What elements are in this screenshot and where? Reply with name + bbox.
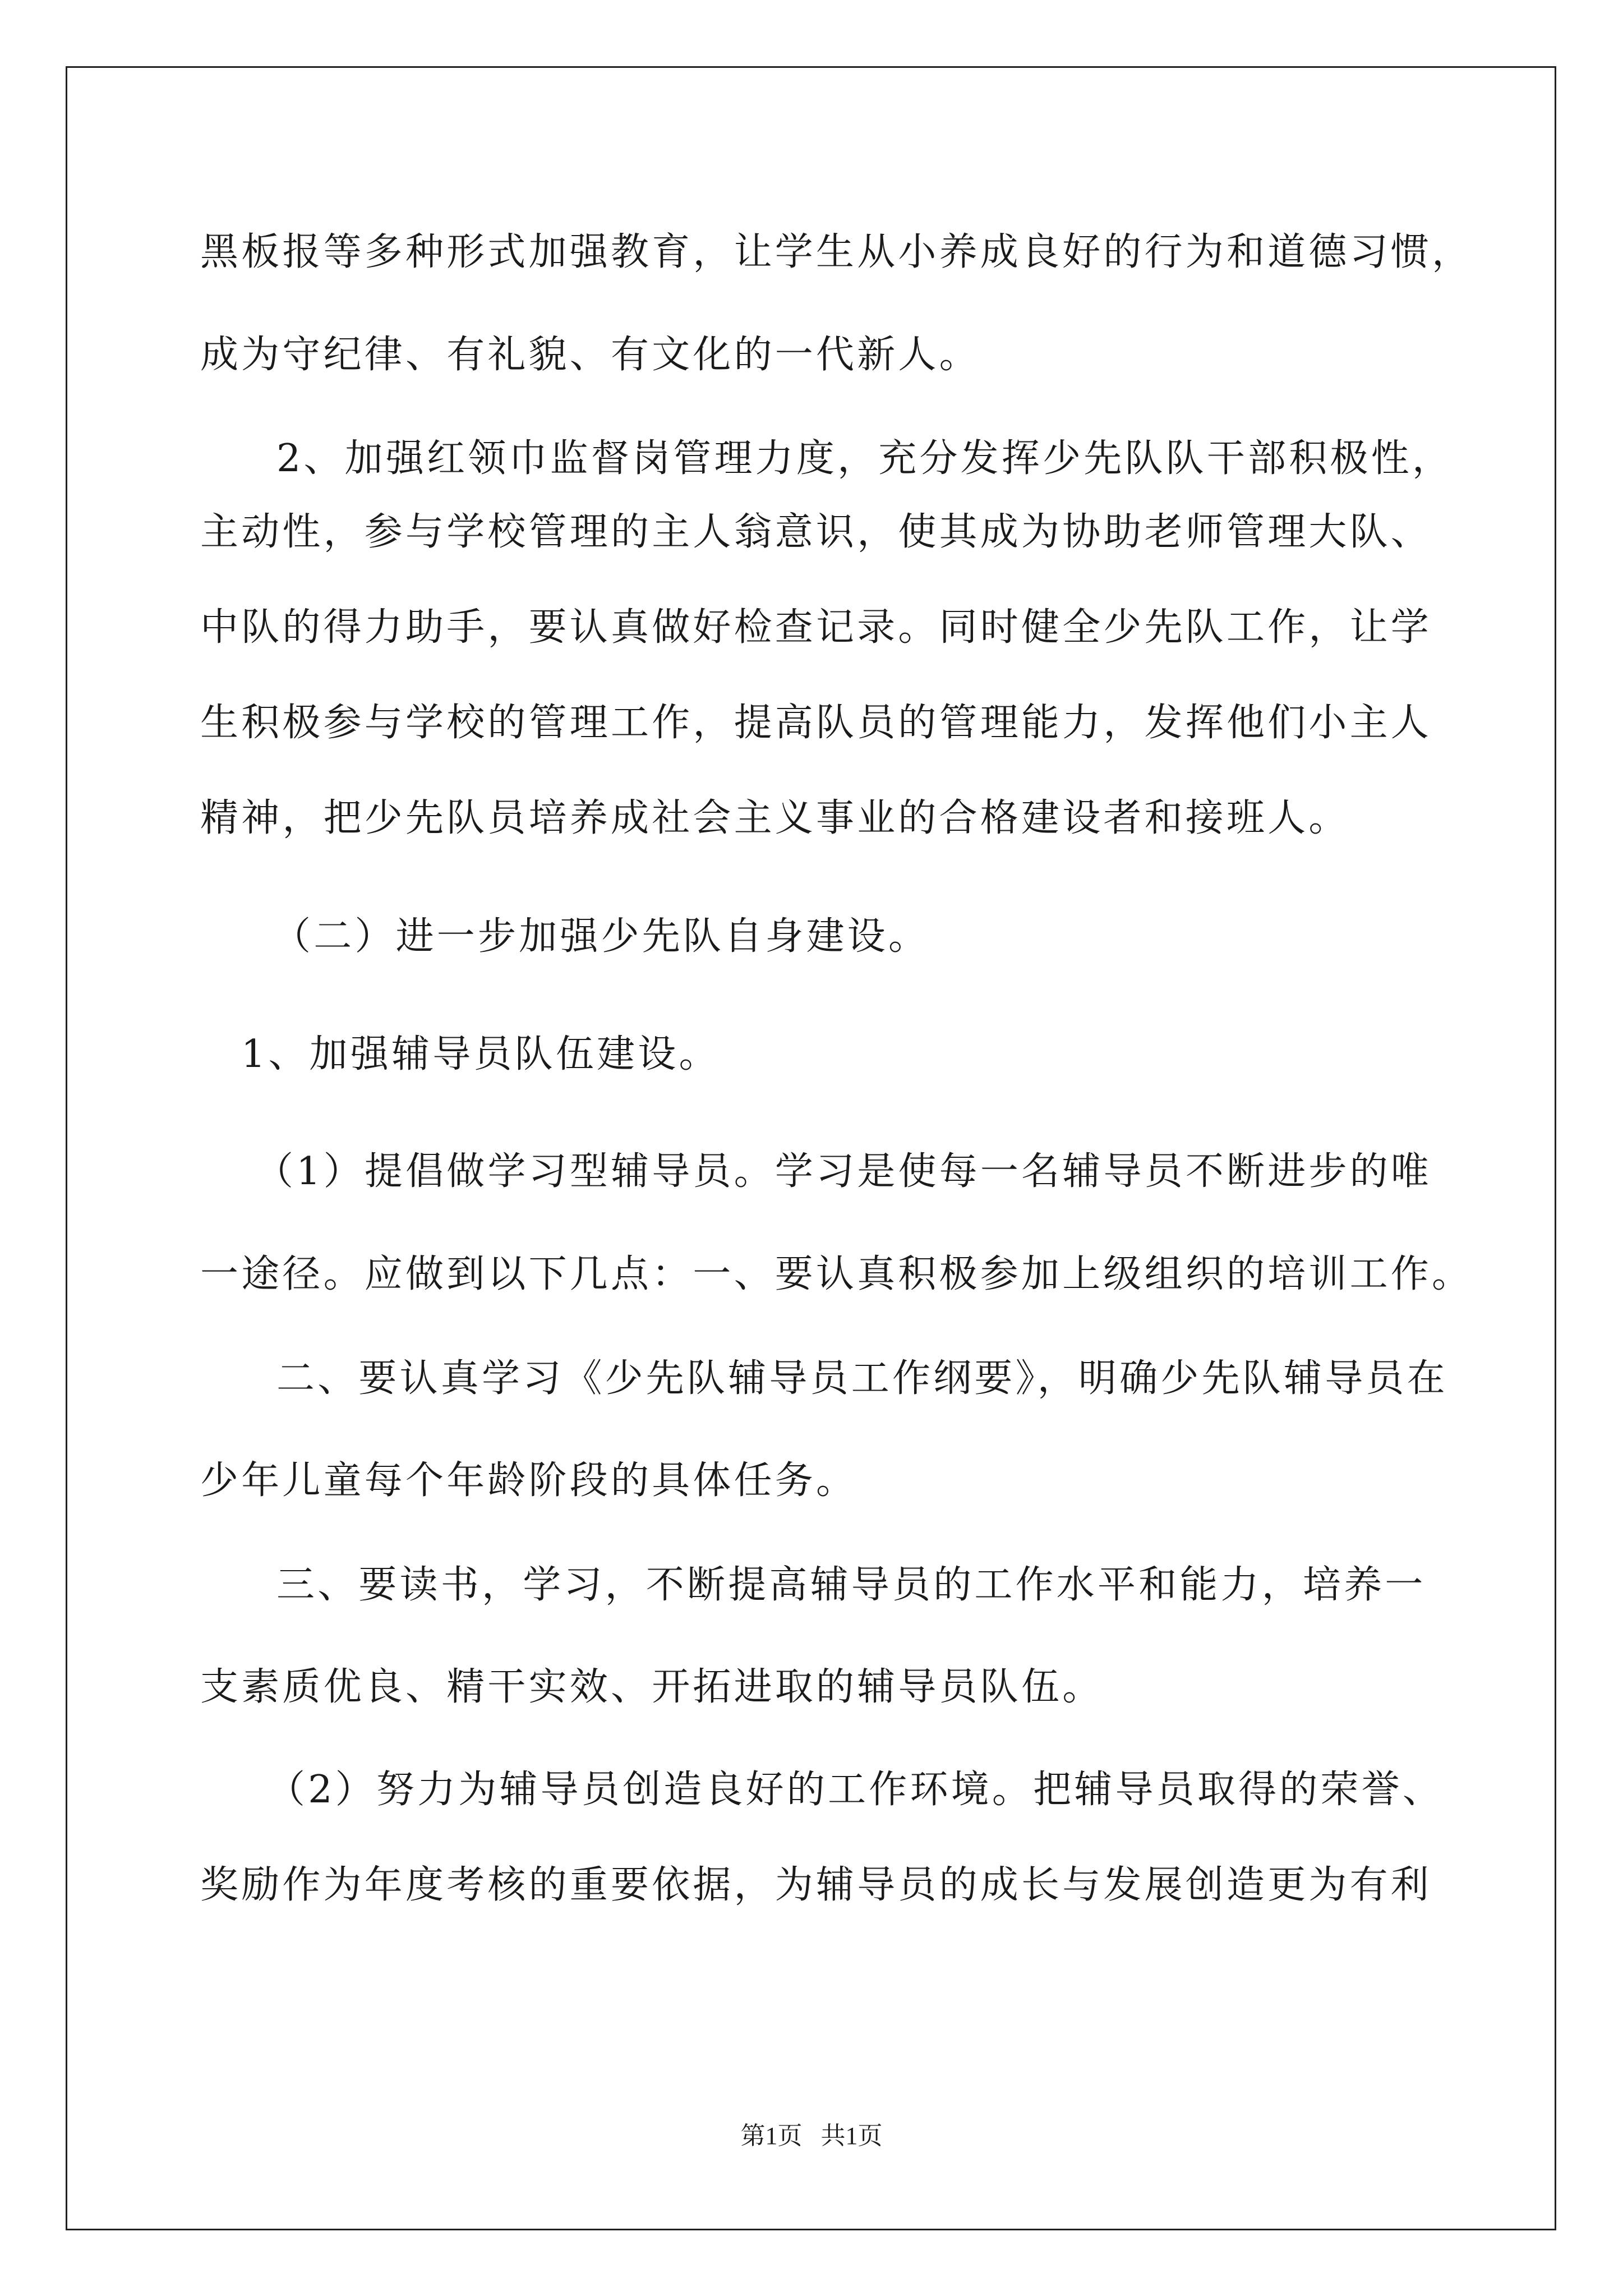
text-line: 奖励作为年度考核的重要依据，为辅导员的成长与发展创造更为有利 xyxy=(200,1863,1432,1907)
page-number-footer: 第1页 共1页 xyxy=(740,2122,883,2150)
text-line: 主动性，参与学校管理的主人翁意识，使其成为协助老师管理大队、 xyxy=(200,510,1432,554)
text-line: 1、加强辅导员队伍建设。 xyxy=(241,1032,720,1076)
text-line: 中队的得力助手，要认真做好检查记录。同时健全少先队工作，让学 xyxy=(200,605,1432,650)
text-line: 二、要认真学习《少先队辅导员工作纲要》，明确少先队辅导员在 xyxy=(276,1356,1448,1401)
text-line: （1）提倡做学习型辅导员。学习是使每一名辅导员不断进步的唯 xyxy=(255,1149,1432,1194)
text-line: 少年儿童每个年龄阶段的具体任务。 xyxy=(200,1458,857,1503)
text-line: 精神，把少先队员培养成社会主义事业的合格建设者和接班人。 xyxy=(200,796,1350,840)
text-line: 支素质优良、精干实效、开拓进取的辅导员队伍。 xyxy=(200,1665,1104,1709)
text-line: 2、加强红领巾监督岗管理力度，充分发挥少先队队干部积极性， xyxy=(276,436,1454,481)
text-line: 黑板报等多种形式加强教育，让学生从小养成良好的行为和道德习惯， xyxy=(200,230,1473,274)
text-line: 生积极参与学校的管理工作，提高队员的管理能力，发挥他们小主人 xyxy=(200,701,1432,745)
text-line: 一途径。应做到以下几点：一、要认真积极参加上级组织的培训工作。 xyxy=(200,1252,1473,1296)
text-line: （2）努力为辅导员创造良好的工作环境。把辅导员取得的荣誉、 xyxy=(267,1768,1444,1812)
text-line: 三、要读书，学习，不断提高辅导员的工作水平和能力，培养一 xyxy=(276,1563,1426,1607)
text-line: 成为守纪律、有礼貌、有文化的一代新人。 xyxy=(200,333,980,377)
text-line: （二）进一步加强少先队自身建设。 xyxy=(273,914,930,959)
